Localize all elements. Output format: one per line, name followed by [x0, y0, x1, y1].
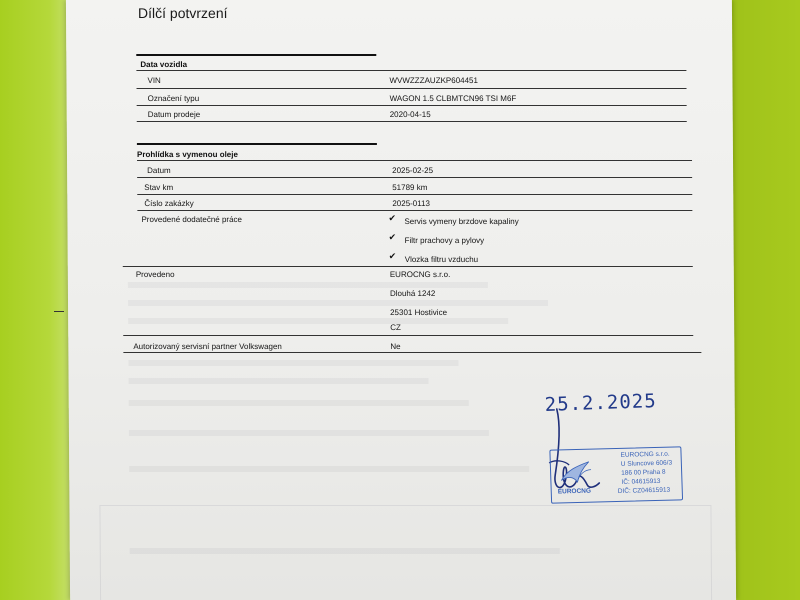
section-bar	[136, 54, 376, 56]
partner-value: Ne	[390, 342, 401, 351]
section-bar	[137, 143, 377, 145]
row-divider	[123, 335, 693, 336]
type-value: WAGON 1.5 CLBMTCN96 TSI M6F	[389, 94, 517, 103]
row-divider	[136, 70, 686, 71]
check-mark-icon: ✔	[388, 251, 397, 261]
show-through-texture	[66, 0, 736, 600]
service-date-label: Datum	[147, 166, 171, 175]
performed-line: Dlouhá 1242	[389, 289, 436, 298]
stamp-line: U Sluncove 606/3	[620, 459, 673, 468]
type-label: Označení typu	[147, 94, 200, 103]
background-right	[732, 0, 800, 600]
additional-work-item: Vlozka filtru vzduchu	[404, 255, 479, 264]
row-divider	[137, 160, 692, 161]
row-divider	[137, 88, 687, 89]
order-number-value: 2025-0113	[392, 199, 431, 208]
company-stamp	[549, 446, 683, 503]
mileage-value: 51789 km	[392, 183, 428, 192]
row-divider	[137, 210, 692, 211]
vin-value: WVWZZZAUZKP604451	[389, 76, 478, 85]
additional-work-item: Servis vymeny brzdove kapaliny	[404, 217, 519, 226]
stamp-logo-icon	[557, 456, 594, 489]
mileage-label: Stav km	[144, 183, 174, 192]
partner-label: Autorizovaný servisní partner Volkswagen	[133, 342, 282, 351]
row-divider	[137, 121, 687, 122]
service-date-value: 2025-02-25	[392, 166, 434, 175]
check-mark-icon: ✔	[388, 232, 397, 242]
page-title: Dílčí potvrzení	[137, 5, 228, 21]
check-mark-icon: ✔	[388, 213, 397, 223]
stamp-line: 186 00 Praha 8	[621, 468, 666, 477]
vehicle-section-heading: Data vozidla	[140, 60, 188, 69]
additional-work-item: Filtr prachovy a pylovy	[404, 236, 485, 245]
vin-label: VIN	[147, 76, 161, 85]
additional-work-label: Provedené dodatečné práce	[141, 215, 243, 224]
row-divider	[137, 194, 692, 195]
handwritten-date: 25.2.2025	[544, 390, 658, 416]
stamp-logo-text: EUROCNG	[557, 487, 592, 496]
row-divider	[123, 266, 693, 267]
performed-line: CZ	[390, 323, 401, 332]
paper-sheet	[66, 0, 736, 600]
service-section-heading: Prohlídka s vymenou oleje	[136, 150, 238, 159]
stamp-line: EUROCNG s.r.o.	[620, 450, 670, 459]
performed-line: 25301 Hostivice	[390, 308, 448, 317]
margin-mark	[54, 311, 64, 312]
stamp-line: DIČ: CZ04615913	[617, 486, 671, 495]
performed-line: EUROCNG s.r.o.	[389, 270, 451, 279]
sale-date-label: Datum prodeje	[147, 110, 201, 119]
row-divider	[123, 352, 701, 353]
row-divider	[137, 177, 692, 178]
row-divider	[137, 105, 687, 106]
background-left	[0, 0, 70, 600]
stamp-line: IČ: 04615913	[621, 477, 661, 486]
order-number-label: Číslo zakázky	[144, 199, 194, 208]
performed-label: Provedeno	[135, 270, 175, 279]
sale-date-value: 2020-04-15	[389, 110, 431, 119]
